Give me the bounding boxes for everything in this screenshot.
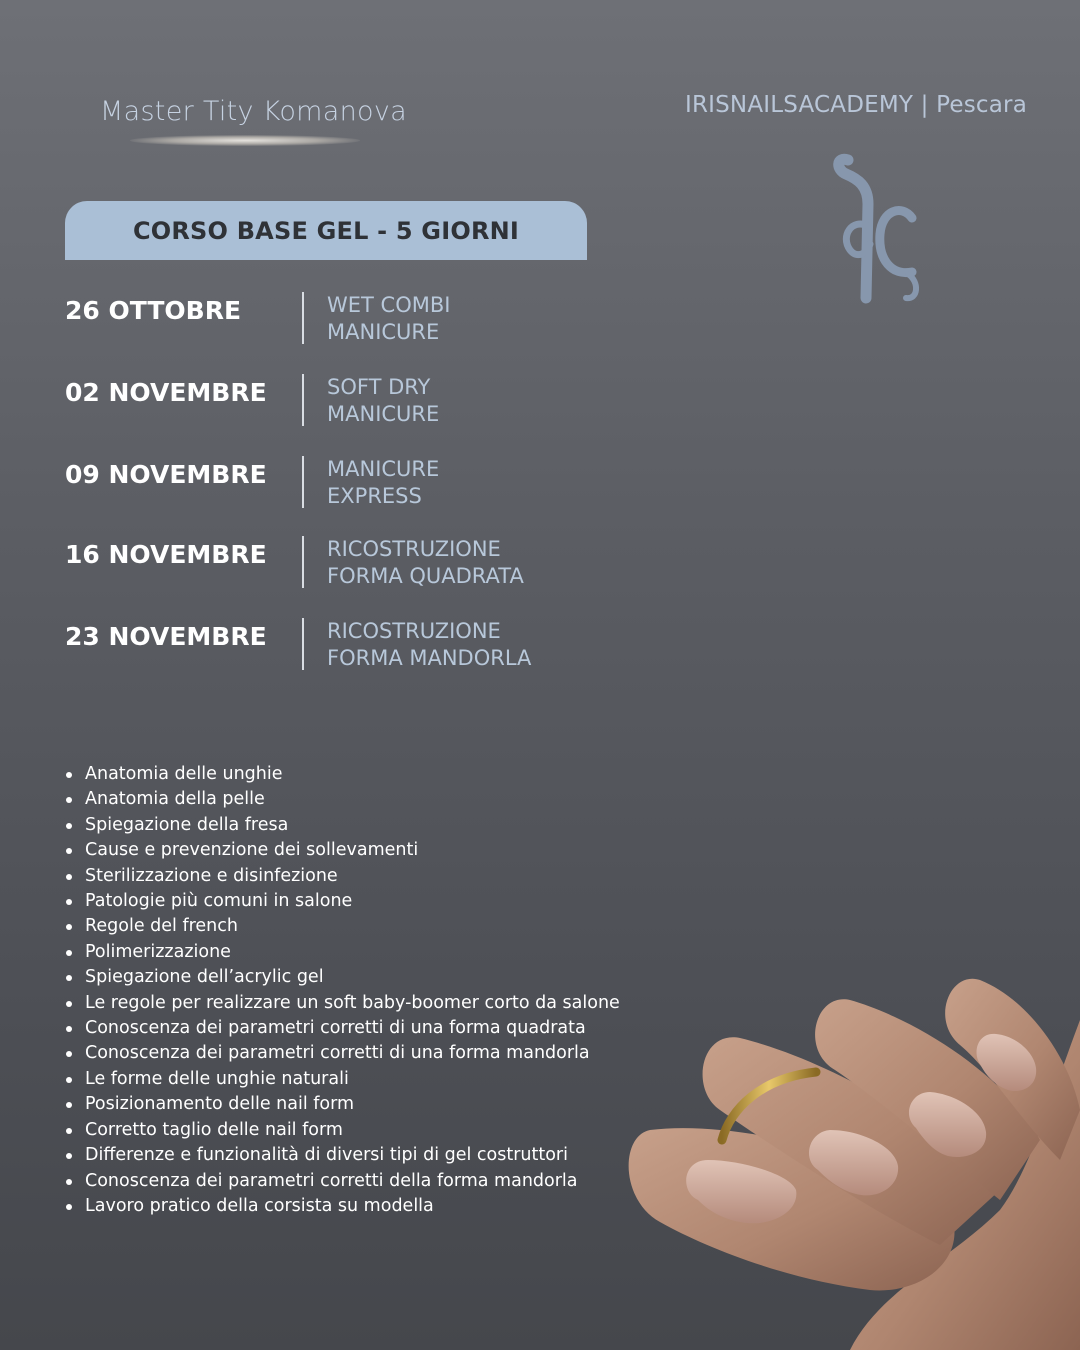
course-title-banner	[65, 201, 587, 260]
list-item: Lavoro pratico della corsista su modella	[62, 1194, 620, 1219]
ac-monogram-icon	[822, 148, 932, 313]
schedule-date: 02 NOVEMBRE	[65, 378, 267, 407]
list-item: Regole del french	[62, 914, 620, 939]
master-name-underline	[130, 135, 360, 146]
list-item: Le regole per realizzare un soft baby-boomer corto da salone	[62, 991, 620, 1016]
schedule-lesson: RICOSTRUZIONE FORMA QUADRATA	[327, 537, 524, 588]
list-item: Cause e prevenzione dei sollevamenti	[62, 838, 620, 863]
academy-name: IRISNAILSACADEMY | Pescara	[684, 92, 1027, 118]
list-item: Le forme delle unghie naturali	[62, 1067, 620, 1092]
schedule-date: 16 NOVEMBRE	[65, 540, 267, 569]
list-item: Posizionamento delle nail form	[62, 1092, 620, 1117]
schedule-row	[65, 536, 625, 596]
schedule-divider	[302, 618, 304, 670]
schedule-divider	[302, 374, 304, 426]
list-item: Sterilizzazione e disinfezione	[62, 864, 620, 889]
schedule-row	[65, 618, 625, 678]
list-item: Conoscenza dei parametri corretti di una forma quadrata	[62, 1016, 620, 1041]
list-item: Conoscenza dei parametri corretti della forma mandorla	[62, 1169, 620, 1194]
schedule-divider	[302, 456, 304, 508]
list-item: Differenze e funzionalità di diversi tipi di gel costruttori	[62, 1143, 620, 1168]
list-item: Corretto taglio delle nail form	[62, 1118, 620, 1143]
schedule-row	[65, 456, 625, 516]
list-item: Anatomia della pelle	[62, 787, 620, 812]
schedule-lesson: MANICURE EXPRESS	[327, 457, 440, 508]
schedule-date: 26 OTTOBRE	[65, 296, 242, 325]
list-item: Anatomia delle unghie	[62, 762, 620, 787]
schedule-lesson: RICOSTRUZIONE FORMA MANDORLA	[327, 619, 532, 670]
schedule-divider	[302, 536, 304, 588]
schedule-date: 09 NOVEMBRE	[65, 460, 267, 489]
course-title: CORSO BASE GEL - 5 GIORNI	[132, 216, 520, 245]
schedule-row	[65, 374, 625, 434]
schedule-lesson: SOFT DRY MANICURE	[327, 375, 440, 426]
manicured-hand-photo	[620, 960, 1080, 1350]
list-item: Conoscenza dei parametri corretti di una forma mandorla	[62, 1041, 620, 1066]
schedule-date: 23 NOVEMBRE	[65, 622, 267, 651]
list-item: Polimerizzazione	[62, 940, 620, 965]
schedule-divider	[302, 292, 304, 344]
schedule-lesson: WET COMBI MANICURE	[327, 293, 451, 344]
topics-list	[62, 762, 620, 1219]
master-name: Master Tity Komanova	[100, 96, 407, 127]
list-item: Patologie più comuni in salone	[62, 889, 620, 914]
schedule-row	[65, 292, 625, 352]
list-item: Spiegazione della fresa	[62, 813, 620, 838]
list-item: Spiegazione dell’acrylic gel	[62, 965, 620, 990]
